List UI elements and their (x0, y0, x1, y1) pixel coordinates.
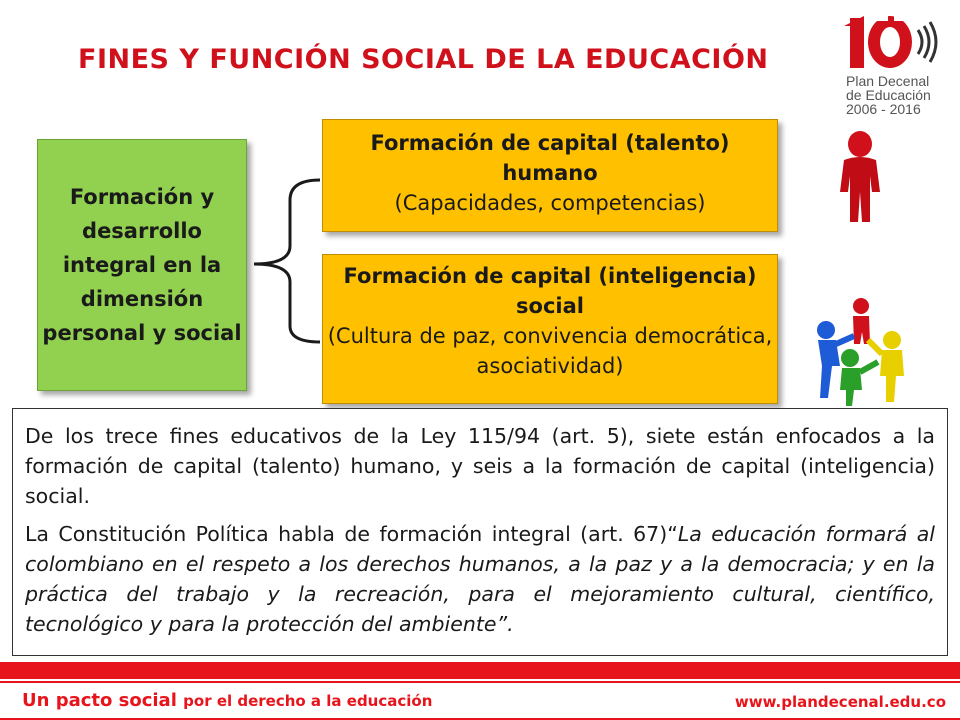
footer (0, 681, 960, 720)
slogan-main: Un pacto social (22, 690, 177, 711)
slide-title: FINES Y FUNCIÓN SOCIAL DE LA EDUCACIÓN (78, 44, 769, 75)
footer-url: www.plandecenal.edu.co (734, 693, 946, 711)
logo-text (846, 74, 956, 116)
paragraph-ley-115: De los trece fines educativos de la Ley 115/94 (art. 5), siete están enfocados a la formación de capital (talento) humano, y seis a la formación de capital (inteligencia) social. (25, 424, 935, 508)
footer-red-bar (0, 662, 960, 679)
paragraph-2-lead: La Constitución Política habla de formación integral (art. 67)“ (25, 522, 678, 546)
bracket-connector (248, 176, 324, 346)
constitution-quote: La educación formará al colombiano en el respeto a los derechos humanos, a la paz y a la democracia; y en la práctica del trabajo y la recreación, para el mejoramiento cultural, científico, tecnológico y para la protección del ambiente”. (25, 522, 935, 636)
branch-node-social-capital (322, 254, 778, 404)
logo-line-3: 2006 - 2016 (846, 101, 921, 117)
branch-1-subtitle: (Capacidades, competencias) (394, 191, 706, 215)
root-node-label: Formación y desarrollo integral en la dimensión personal y social (42, 185, 242, 345)
person-icon (830, 130, 890, 226)
logo-line-1: Plan Decenal (846, 73, 930, 89)
branch-1-title: Formación de capital (talento) humano (370, 131, 730, 185)
branch-2-subtitle: (Cultura de paz, convivencia democrática, asociatividad) (327, 324, 773, 378)
explanation-text-box (12, 408, 948, 656)
plan-decenal-logo (838, 8, 956, 126)
paragraph-constitucion (25, 519, 935, 639)
branch-node-human-capital (322, 119, 778, 232)
people-circle-icon (806, 296, 916, 406)
root-node (37, 139, 247, 391)
logo-mark-icon (838, 8, 956, 74)
logo-line-2: de Educación (846, 87, 931, 103)
slogan-rest: por el derecho a la educación (183, 692, 433, 710)
branch-2-title: Formación de capital (inteligencia) social (343, 264, 757, 318)
footer-slogan (22, 690, 432, 711)
